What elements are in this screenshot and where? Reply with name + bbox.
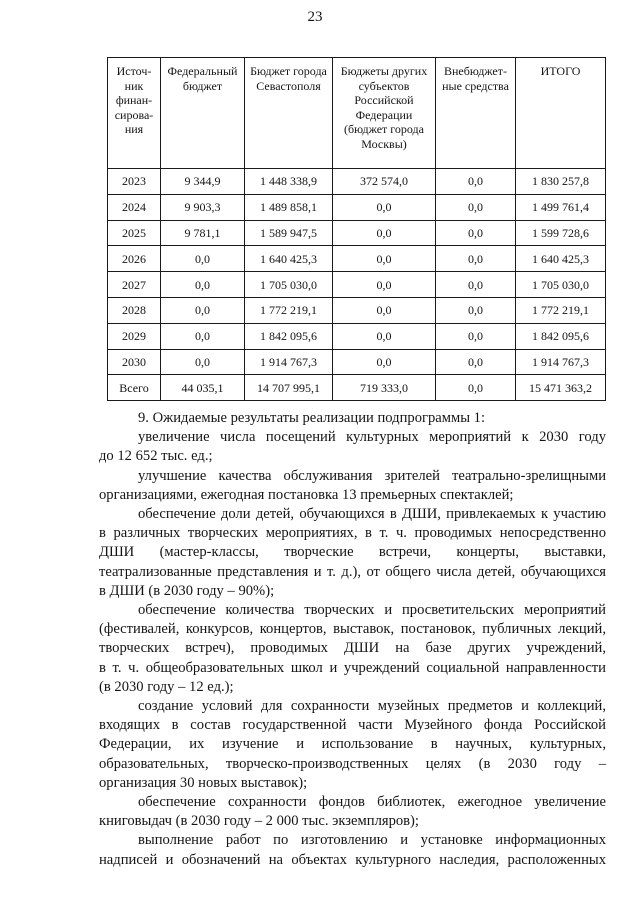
- header-other-subjects: Бюджеты других субъектов Российской Федерации (бюджет города Москвы): [333, 58, 436, 169]
- text-line: обеспечение доли детей, обучающихся в ДШИ, привлекаемых к участию: [138, 506, 606, 523]
- section-heading: 9. Ожидаемые результаты реализации подпрограммы 1:: [138, 410, 486, 426]
- cell-extrabudgetary: 0,0: [436, 375, 516, 401]
- cell-other-subjects: 0,0: [333, 272, 436, 298]
- text-line: до 12 652 тыс. ед.;: [99, 448, 213, 465]
- text-line: творческих встреч), проводимых ДШИ на базе других учреждений,: [99, 640, 606, 657]
- text-line: улучшение качества обслуживания зрителей театрально-зрелищными: [138, 467, 606, 484]
- table-row: [108, 194, 606, 220]
- text-line: увеличение числа посещений культурных мероприятий к 2030 году: [138, 429, 606, 446]
- cell-sevastopol: 1 640 425,3: [245, 246, 333, 272]
- text-line: книговыдач (в 2030 году – 2 000 тыс. экземпляров);: [99, 813, 419, 830]
- cell-total: 1 705 030,0: [516, 272, 606, 298]
- text-line: образовательных, творческо-производственных целях (в 2030 году –: [99, 755, 606, 772]
- financing-table: [107, 57, 606, 401]
- cell-sevastopol: 1 842 095,6: [245, 323, 333, 349]
- cell-federal: 44 035,1: [161, 375, 245, 401]
- cell-other-subjects: 0,0: [333, 194, 436, 220]
- cell-total: 1 640 425,3: [516, 246, 606, 272]
- page-number: 23: [307, 9, 323, 25]
- text-line: выполнение работ по изготовлению и установке информационных: [138, 832, 606, 849]
- expected-results-text: [99, 409, 606, 870]
- table-body: [108, 169, 606, 401]
- cell-federal: 9 344,9: [161, 169, 245, 195]
- header-total: ИТОГО: [516, 58, 606, 169]
- text-line: входящих в состав государственной части Музейного фонда Российской: [99, 717, 606, 734]
- table-row: [108, 272, 606, 298]
- text-line: в т. ч. общеобразовательных школ и учреждений социальной направленности: [99, 659, 606, 676]
- cell-sevastopol: 1 448 338,9: [245, 169, 333, 195]
- cell-federal: 0,0: [161, 297, 245, 323]
- text-line: обеспечение количества творческих и просветительских мероприятий: [138, 602, 606, 619]
- cell-source: 2029: [108, 323, 161, 349]
- cell-sevastopol: 14 707 995,1: [245, 375, 333, 401]
- table-row: [108, 220, 606, 246]
- cell-extrabudgetary: 0,0: [436, 169, 516, 195]
- cell-federal: 0,0: [161, 349, 245, 375]
- cell-federal: 9 903,3: [161, 194, 245, 220]
- text-line: создание условий для сохранности музейных предметов и коллекций,: [138, 698, 606, 715]
- table-row: [108, 323, 606, 349]
- cell-sevastopol: 1 705 030,0: [245, 272, 333, 298]
- text-line: ДШИ (мастер-классы, творческие встречи, концерты, выставки,: [99, 544, 606, 561]
- table-row: [108, 246, 606, 272]
- cell-federal: 0,0: [161, 272, 245, 298]
- header-source: Источ- ник финан- сирова- ния: [108, 58, 161, 169]
- cell-extrabudgetary: 0,0: [436, 272, 516, 298]
- cell-other-subjects: 372 574,0: [333, 169, 436, 195]
- cell-federal: 0,0: [161, 246, 245, 272]
- header-federal: Федеральный бюджет: [161, 58, 245, 169]
- cell-sevastopol: 1 914 767,3: [245, 349, 333, 375]
- cell-other-subjects: 0,0: [333, 246, 436, 272]
- cell-source: 2023: [108, 169, 161, 195]
- cell-total: 15 471 363,2: [516, 375, 606, 401]
- text-line: надписей и обозначений на объектах культурного наследия, расположенных: [99, 851, 606, 868]
- header-extrabudgetary: Внебюджет- ные средства: [436, 58, 516, 169]
- text-line: в различных творческих мероприятиях, в т. ч. проводимых непосредственно: [99, 525, 606, 542]
- cell-other-subjects: 0,0: [333, 349, 436, 375]
- text-line: Федерации, их изучение и использование в научных, культурных,: [99, 736, 606, 753]
- table-row: [108, 169, 606, 195]
- cell-source: 2026: [108, 246, 161, 272]
- cell-total: 1 599 728,6: [516, 220, 606, 246]
- text-line: (в 2030 году – 12 ед.);: [99, 678, 234, 695]
- cell-total: 1 842 095,6: [516, 323, 606, 349]
- table-header: [108, 58, 606, 169]
- cell-other-subjects: 0,0: [333, 220, 436, 246]
- cell-federal: 0,0: [161, 323, 245, 349]
- text-line: организациями, ежегодная постановка 13 премьерных спектаклей;: [99, 486, 514, 503]
- cell-extrabudgetary: 0,0: [436, 297, 516, 323]
- cell-source: 2028: [108, 297, 161, 323]
- cell-extrabudgetary: 0,0: [436, 349, 516, 375]
- cell-extrabudgetary: 0,0: [436, 246, 516, 272]
- text-line: (фестивалей, конкурсов, концертов, выставок, постановок, публичных лекций,: [99, 621, 606, 638]
- cell-federal: 9 781,1: [161, 220, 245, 246]
- cell-other-subjects: 0,0: [333, 323, 436, 349]
- header-sevastopol: Бюджет города Севастополя: [245, 58, 333, 169]
- cell-total: 1 830 257,8: [516, 169, 606, 195]
- text-line: театрализованные представления и т. д.), от общего числа детей, обучающихся: [99, 563, 606, 580]
- cell-source: 2025: [108, 220, 161, 246]
- cell-total: 1 914 767,3: [516, 349, 606, 375]
- table-row: [108, 297, 606, 323]
- table-row: [108, 349, 606, 375]
- table-header-row: [108, 58, 606, 169]
- cell-sevastopol: 1 489 858,1: [245, 194, 333, 220]
- cell-sevastopol: 1 772 219,1: [245, 297, 333, 323]
- text-line: обеспечение сохранности фондов библиотек, ежегодное увеличение: [138, 794, 606, 811]
- cell-extrabudgetary: 0,0: [436, 194, 516, 220]
- cell-total: 1 499 761,4: [516, 194, 606, 220]
- table-row-total: [108, 375, 606, 401]
- cell-extrabudgetary: 0,0: [436, 323, 516, 349]
- cell-source: 2027: [108, 272, 161, 298]
- cell-sevastopol: 1 589 947,5: [245, 220, 333, 246]
- cell-other-subjects: 719 333,0: [333, 375, 436, 401]
- cell-other-subjects: 0,0: [333, 297, 436, 323]
- cell-total: 1 772 219,1: [516, 297, 606, 323]
- cell-source: Всего: [108, 375, 161, 401]
- text-line: в ДШИ (в 2030 году – 90%);: [99, 582, 275, 599]
- cell-source: 2030: [108, 349, 161, 375]
- cell-extrabudgetary: 0,0: [436, 220, 516, 246]
- cell-source: 2024: [108, 194, 161, 220]
- text-line: организация 30 новых выставок);: [99, 774, 308, 791]
